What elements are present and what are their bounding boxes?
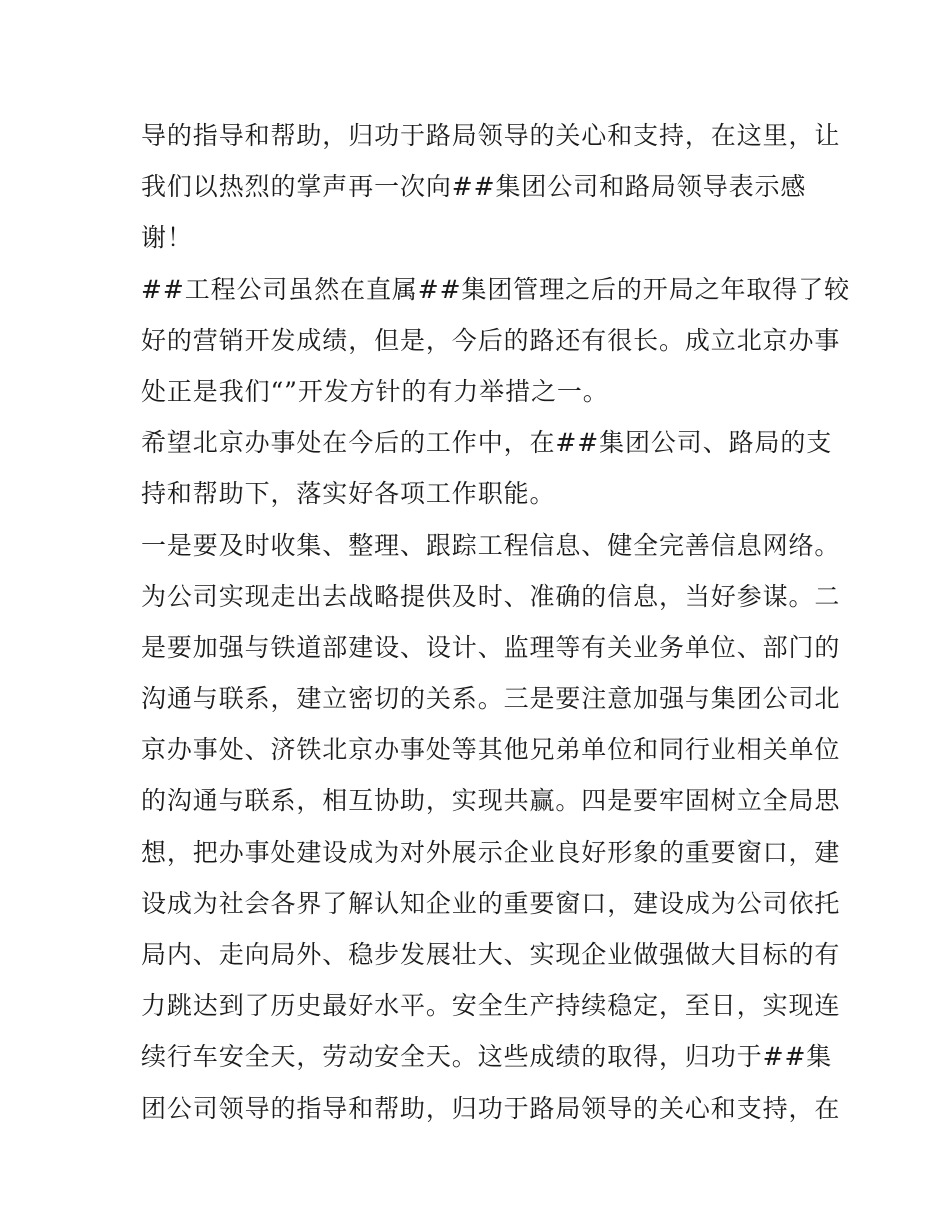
text-line: 处正是我们“”开发方针的有力举措之一。	[141, 376, 609, 406]
text-line: 想，把办事处建设成为对外展示企业良好形象的重要窗口，建	[141, 837, 841, 867]
text-line: 力跳达到了历史最好水平。安全生产持续稳定，至日，实现连	[141, 991, 841, 1021]
text-line: 京办事处、济铁北京办事处等其他兄弟单位和同行业相关单位	[141, 735, 841, 765]
text-line: 是要加强与铁道部建设、设计、监理等有关业务单位、部门的	[141, 632, 841, 662]
text-line: 为公司实现走出去战略提供及时、准确的信息，当好参谋。二	[141, 581, 841, 611]
text-line: 一是要及时收集、整理、跟踪工程信息、健全完善信息网络。	[141, 530, 841, 560]
text-line: 设成为社会各界了解认知企业的重要窗口，建设成为公司依托	[141, 888, 841, 918]
text-line: ##工程公司虽然在直属##集团管理之后的开局之年取得了较	[141, 274, 850, 304]
text-line: 续行车安全天，劳动安全天。这些成绩的取得，归功于##集	[141, 1042, 833, 1072]
text-line: 希望北京办事处在今后的工作中，在##集团公司、路局的支	[141, 428, 833, 458]
text-line: 导的指导和帮助，归功于路局领导的关心和支持，在这里，让	[141, 121, 841, 150]
body-text	[141, 110, 850, 1134]
text-line: 沟通与联系，建立密切的关系。三是要注意加强与集团公司北	[141, 684, 841, 714]
text-line: 团公司领导的指导和帮助，归功于路局领导的关心和支持，在	[141, 1093, 841, 1123]
text-line: 持和帮助下，落实好各项工作职能。	[141, 479, 556, 509]
text-line: 我们以热烈的掌声再一次向##集团公司和路局领导表示感	[141, 172, 807, 202]
text-line: 好的营销开发成绩，但是，今后的路还有很长。成立北京办事	[141, 325, 841, 355]
text-line: 的沟通与联系，相互协助，实现共赢。四是要牢固树立全局思	[141, 786, 841, 816]
text-line: 局内、走向局外、稳步发展壮大、实现企业做强做大目标的有	[141, 940, 841, 969]
text-line: 谢！	[141, 223, 193, 253]
